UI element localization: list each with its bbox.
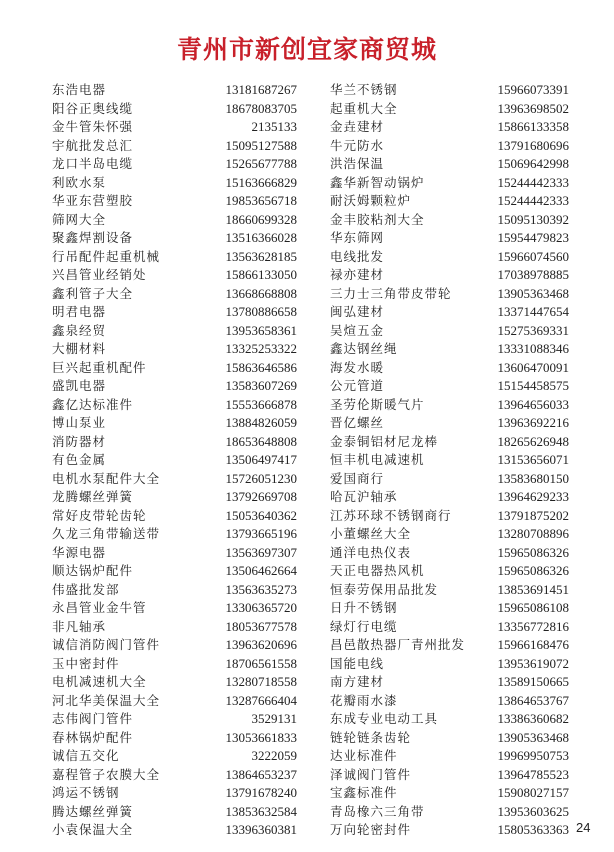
directory-entry [52,729,297,748]
phone-number: 15966168476 [497,637,569,652]
directory-entry [330,673,569,692]
directory-entry [52,303,297,322]
phone-number: 13953658361 [225,322,297,338]
business-name: 鑫利管子大全 [52,285,134,301]
business-name: 河北华美保温大全 [52,692,161,708]
directory-entry [52,81,297,100]
directory-entry [52,266,297,285]
business-name: 消防器材 [52,433,107,449]
phone-number: 15095130392 [497,211,569,227]
business-name: 洪浩保温 [330,156,385,171]
business-name: 鑫达钢丝绳 [330,341,398,356]
phone-number: 15954479823 [497,230,569,245]
business-name: 大棚材料 [52,341,107,356]
phone-number: 15908027157 [497,785,569,800]
business-name: 恒丰机电减速机 [330,452,425,467]
phone-number: 15069642998 [497,156,569,171]
phone-number: 15726051230 [225,470,297,486]
phone-number: 13396360381 [225,822,297,837]
phone-number: 13853691451 [497,581,569,597]
business-name: 晋亿螺丝 [330,415,385,430]
phone-number: 15966074560 [497,248,569,264]
phone-number: 15553666878 [225,396,297,412]
business-name: 常好皮带轮齿轮 [52,507,147,523]
directory-entry [52,525,297,544]
phone-number: 15866133050 [225,267,297,282]
phone-number: 15275369331 [497,322,569,338]
phone-number: 13963620696 [225,637,297,652]
phone-number: 13516366028 [225,230,297,245]
business-name: 宝鑫标准件 [330,785,398,800]
page-number: 24 [576,820,591,835]
phone-number: 13356772816 [497,618,569,634]
phone-number: 15805363363 [497,822,569,837]
phone-number: 13053661833 [225,729,297,745]
directory-entry [330,470,569,489]
phone-number: 13371447654 [497,304,569,319]
directory-entry [330,562,569,581]
directory-entry [52,248,297,267]
phone-number: 13280718558 [225,674,297,689]
directory-entry [330,322,569,341]
directory-entry [52,340,297,359]
business-name: 日升不锈钢 [330,600,398,615]
directory-entry [330,414,569,433]
phone-number: 13153656071 [497,452,569,467]
phone-number: 13792669708 [225,489,297,504]
business-name: 昌邑散热器厂青州批发 [330,637,466,652]
phone-number: 15163666829 [225,174,297,190]
business-name: 小袁保温大全 [52,822,134,837]
business-name: 泽诚阀门管件 [330,766,412,782]
business-name: 天正电器热风机 [330,563,425,578]
directory-entry [330,359,569,378]
directory-entry [52,377,297,396]
directory-entry [52,155,297,174]
phone-number: 13964656033 [497,396,569,412]
directory-entry [330,525,569,544]
phone-number: 13306365720 [225,600,297,615]
business-name: 华亚东营塑胶 [52,193,134,208]
phone-number: 13668668808 [225,285,297,301]
directory-entry [330,488,569,507]
phone-number: 13325253322 [225,341,297,356]
phone-number: 13606470091 [497,359,569,375]
phone-number: 18706561558 [225,655,297,671]
phone-number: 13905363468 [497,285,569,301]
business-name: 鑫泉经贸 [52,322,107,338]
directory-entry [52,636,297,655]
business-name: 爱国商行 [330,470,385,486]
phone-number: 13963692216 [497,415,569,430]
phone-number: 13905363468 [497,729,569,745]
business-name: 顺达锅炉配件 [52,563,134,578]
directory-entry [330,692,569,711]
directory-entry [52,784,297,803]
directory-entry [330,100,569,119]
business-name: 三力士三角带皮带轮 [330,285,452,301]
business-name: 起重机大全 [330,100,398,116]
business-name: 南方建材 [330,674,385,689]
phone-number: 15966073391 [497,82,569,97]
phone-number: 13506497417 [225,452,297,467]
phone-number: 13181687267 [225,82,297,97]
phone-number: 15244442333 [497,193,569,208]
phone-number: 13583607269 [225,378,297,393]
directory-entry [52,285,297,304]
directory-entry [52,174,297,193]
phone-number: 13563697307 [225,544,297,560]
phone-number: 13280708896 [497,526,569,541]
business-name: 金牛管朱怀强 [52,119,134,134]
business-name: 禄亦建材 [330,267,385,282]
directory-column-right [330,81,569,840]
business-name: 兴昌管业经销处 [52,267,147,282]
business-name: 恒泰劳保用品批发 [330,581,439,597]
directory-entry [330,229,569,248]
business-name: 电机减速机大全 [52,674,147,689]
business-name: 博山泵业 [52,415,107,430]
directory-entry [330,155,569,174]
business-name: 巨兴起重机配件 [52,359,147,375]
directory-entry [330,599,569,618]
phone-number: 18678083705 [225,100,297,116]
phone-number: 15154458575 [497,378,569,393]
business-name: 金垚建材 [330,119,385,134]
business-name: 海发水暖 [330,359,385,375]
business-name: 华源电器 [52,544,107,560]
directory-entry [52,470,297,489]
directory-entry [52,562,297,581]
business-name: 明君电器 [52,304,107,319]
phone-number: 13964785523 [497,766,569,782]
phone-number: 13963698502 [497,100,569,116]
business-name: 永昌管业金牛管 [52,600,147,615]
directory-entry [330,655,569,674]
directory-entry [330,285,569,304]
directory-entry [52,322,297,341]
business-name: 电机水泵配件大全 [52,470,161,486]
directory-entry [52,544,297,563]
directory-entry [330,803,569,822]
business-name: 利欧水泵 [52,174,107,190]
directory-entry [52,655,297,674]
business-name: 电线批发 [330,248,385,264]
business-name: 诚信五交化 [52,748,120,763]
business-name: 哈瓦沪轴承 [330,489,398,504]
directory-entry [52,747,297,766]
business-name: 阳谷正奥线缆 [52,100,134,116]
business-name: 鑫亿达标准件 [52,396,134,412]
business-name: 金泰铜铝材尼龙棒 [330,433,439,449]
phone-number: 13583680150 [497,470,569,486]
business-name: 小董螺丝大全 [330,526,412,541]
directory-entry [52,229,297,248]
directory-entry [330,137,569,156]
business-name: 耐沃姆颗粒炉 [330,193,412,208]
business-name: 宇航批发总汇 [52,137,134,153]
phone-number: 18660699328 [225,211,297,227]
directory-entry [52,821,297,840]
business-name: 鸿运不锈钢 [52,785,120,800]
business-name: 春林锅炉配件 [52,729,134,745]
directory-entry [330,784,569,803]
business-name: 鑫华新智动锅炉 [330,174,425,190]
directory-entry [330,433,569,452]
phone-number: 3222059 [251,748,297,763]
phone-number: 15095127588 [225,137,297,153]
phone-number: 13331088346 [497,341,569,356]
business-name: 东浩电器 [52,82,107,97]
phone-number: 13386360682 [497,711,569,726]
phone-number: 13791678240 [225,785,297,800]
business-name: 青岛橡六三角带 [330,803,425,819]
business-name: 腾达螺丝弹簧 [52,803,134,819]
phone-number: 13953619072 [497,655,569,671]
business-name: 花瓣雨水漆 [330,692,398,708]
business-name: 公元管道 [330,378,385,393]
business-name: 龙腾螺丝弹簧 [52,489,134,504]
business-name: 有色金属 [52,452,107,467]
directory-entry [52,581,297,600]
phone-number: 13563635273 [225,581,297,597]
directory-entry [330,211,569,230]
phone-number: 15965086326 [497,563,569,578]
phone-number: 13953603625 [497,803,569,819]
directory-entry [52,507,297,526]
business-name: 筛网大全 [52,211,107,227]
business-name: 华兰不锈钢 [330,82,398,97]
phone-number: 18053677578 [225,618,297,634]
directory-entry [330,766,569,785]
business-name: 达业标准件 [330,748,398,763]
business-name: 圣劳伦斯暖气片 [330,396,425,412]
directory-entry [330,377,569,396]
phone-number: 15053640362 [225,507,297,523]
directory-entry [52,137,297,156]
phone-number: 13964629233 [497,489,569,504]
directory-entry [52,100,297,119]
phone-number: 3529131 [251,711,297,726]
business-name: 嘉程管子农膜大全 [52,766,161,782]
directory-entry [330,618,569,637]
directory-entry [52,433,297,452]
directory-entry [330,507,569,526]
directory-entry [330,303,569,322]
phone-number: 17038978885 [497,267,569,282]
phone-number: 13589150665 [497,674,569,689]
directory-entry [52,803,297,822]
business-name: 牛元防水 [330,137,385,153]
directory-entry [330,174,569,193]
directory-entry [330,192,569,211]
directory-entry [52,766,297,785]
business-name: 绿灯行电缆 [330,618,398,634]
directory-entry [330,340,569,359]
business-name: 行吊配件起重机械 [52,248,161,264]
directory-entry [330,747,569,766]
page-title: 青州市新创宜家商贸城 [176,35,437,64]
phone-number: 2135133 [251,119,297,134]
directory-entry [330,451,569,470]
phone-number: 13793665196 [225,526,297,541]
phone-number: 13780886658 [225,304,297,319]
business-name: 江苏环球不锈钢商行 [330,507,452,523]
directory-entry [52,710,297,729]
directory-entry [330,266,569,285]
directory-entry [52,414,297,433]
directory-entry [52,488,297,507]
directory-entry [330,821,569,840]
directory-entry [52,192,297,211]
business-name: 久龙三角带输送带 [52,526,161,541]
phone-number: 13864653767 [497,692,569,708]
directory-entry [52,118,297,137]
phone-number: 18265626948 [497,433,569,449]
directory-entry [330,118,569,137]
directory-entry [330,710,569,729]
directory-entry [52,451,297,470]
business-name: 盛凯电器 [52,378,107,393]
phone-number: 13287666404 [225,692,297,708]
directory-entry [52,673,297,692]
directory-column-left [52,81,297,840]
directory-entry [330,396,569,415]
phone-number: 15244442333 [497,174,569,190]
phone-number: 13506462664 [225,563,297,578]
phone-number: 19969950753 [497,748,569,763]
phone-number: 13791680696 [497,137,569,153]
business-name: 龙口半岛电缆 [52,156,134,171]
directory-entry [330,729,569,748]
directory-entry [330,248,569,267]
directory-entry [52,599,297,618]
business-name: 国能电线 [330,655,385,671]
phone-number: 19853656718 [225,193,297,208]
directory-entry [330,544,569,563]
business-name: 华东筛网 [330,230,385,245]
phone-number: 15965086108 [497,600,569,615]
business-name: 金丰胶粘剂大全 [330,211,425,227]
business-name: 玉中密封件 [52,655,120,671]
directory-entry [52,359,297,378]
business-name: 聚鑫焊割设备 [52,230,134,245]
phone-number: 18653648808 [225,433,297,449]
business-name: 志伟阀门管件 [52,711,134,726]
business-name: 通洋电热仪表 [330,544,412,560]
business-name: 非凡轴承 [52,618,107,634]
business-name: 闽弘建材 [330,304,385,319]
phone-number: 15863646586 [225,359,297,375]
directory-entry [52,618,297,637]
business-name: 伟盛批发部 [52,581,120,597]
business-name: 吴煊五金 [330,322,385,338]
directory-entry [330,581,569,600]
business-name: 诚信消防阀门管件 [52,637,161,652]
directory-entry [52,211,297,230]
business-name: 东成专业电动工具 [330,711,439,726]
phone-number: 13853632584 [225,803,297,819]
phone-number: 15265677788 [225,156,297,171]
phone-number: 15965086326 [497,544,569,560]
business-name: 万向轮密封件 [330,822,412,837]
phone-number: 13884826059 [225,415,297,430]
business-name: 链轮链条齿轮 [330,729,412,745]
phone-number: 13791875202 [497,507,569,523]
directory-entry [52,396,297,415]
phone-number: 15866133358 [497,119,569,134]
directory-entry [330,636,569,655]
phone-number: 13864653237 [225,766,297,782]
directory-entry [330,81,569,100]
directory-entry [52,692,297,711]
phone-number: 13563628185 [225,248,297,264]
